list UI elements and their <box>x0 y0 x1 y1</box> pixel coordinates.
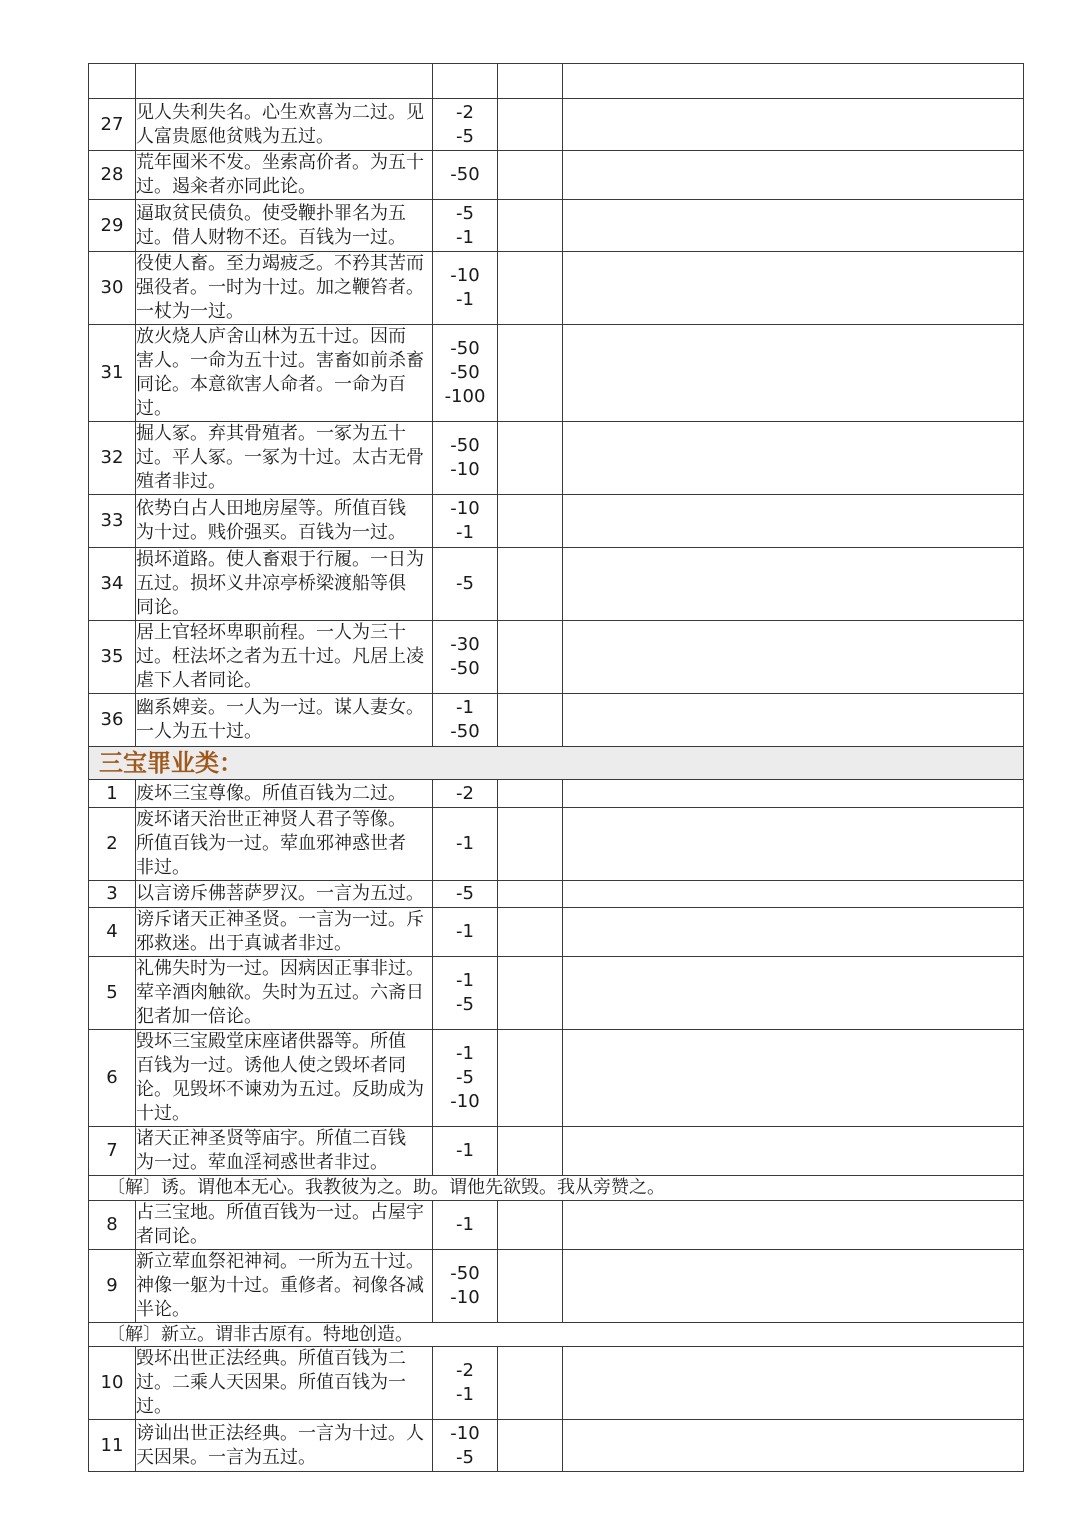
row-scores: -50 -10 <box>433 1250 498 1323</box>
row-text: 谤斥诸天正神圣贤。一言为一过。斥 邪救迷。出于真诚者非过。 <box>136 908 433 957</box>
table-row <box>89 1250 1024 1323</box>
annotation-note: 〔解〕新立。谓非古原有。特地创造。 <box>89 1323 1024 1347</box>
row-scores: -10 -5 <box>433 1420 498 1472</box>
table-row <box>89 1127 1024 1176</box>
empty-cell <box>498 694 563 747</box>
row-scores: -10 -1 <box>433 252 498 325</box>
empty-cell <box>498 881 563 908</box>
empty-cell <box>498 151 563 200</box>
row-number: 8 <box>89 1201 136 1250</box>
empty-cell <box>563 64 1024 99</box>
row-text: 毁坏出世正法经典。所值百钱为二 过。二乘人天因果。所值百钱为一 过。 <box>136 1347 433 1420</box>
row-number: 36 <box>89 694 136 747</box>
note-row <box>89 1176 1024 1201</box>
table-row <box>89 1347 1024 1420</box>
row-scores <box>433 64 498 99</box>
empty-cell <box>498 1347 563 1420</box>
empty-cell <box>563 1347 1024 1420</box>
row-number: 30 <box>89 252 136 325</box>
row-number: 34 <box>89 548 136 621</box>
table-row <box>89 64 1024 99</box>
table-row <box>89 621 1024 694</box>
annotation-note: 〔解〕诱。谓他本无心。我教彼为之。助。谓他先欲毁。我从旁赞之。 <box>89 1176 1024 1201</box>
row-text: 废坏诸天治世正神贤人君子等像。 所值百钱为一过。荤血邪神惑世者 非过。 <box>136 808 433 881</box>
empty-cell <box>498 780 563 808</box>
table-row <box>89 694 1024 747</box>
empty-cell <box>498 621 563 694</box>
table-row <box>89 1201 1024 1250</box>
row-scores: -5 -1 <box>433 200 498 252</box>
row-text: 毁坏三宝殿堂床座诸供器等。所值 百钱为一过。诱他人使之毁坏者同 论。见毁坏不谏劝为五过。反助成为 十过。 <box>136 1030 433 1127</box>
section-title: 三宝罪业类： <box>99 749 243 777</box>
empty-cell <box>563 1030 1024 1127</box>
row-number: 29 <box>89 200 136 252</box>
row-scores: -2 -1 <box>433 1347 498 1420</box>
empty-cell <box>563 495 1024 548</box>
row-scores: -5 <box>433 548 498 621</box>
empty-cell <box>563 808 1024 881</box>
row-number: 28 <box>89 151 136 200</box>
row-scores: -1 -5 -10 <box>433 1030 498 1127</box>
note-row <box>89 1323 1024 1347</box>
empty-cell <box>563 1127 1024 1176</box>
empty-cell <box>563 621 1024 694</box>
row-text: 居上官轻坏卑职前程。一人为三十 过。枉法坏之者为五十过。凡居上凌 虐下人者同论。 <box>136 621 433 694</box>
table-row <box>89 200 1024 252</box>
empty-cell <box>563 780 1024 808</box>
row-number: 32 <box>89 422 136 495</box>
row-scores: -1 <box>433 1201 498 1250</box>
row-text: 见人失利失名。心生欢喜为二过。见 人富贵愿他贫贱为五过。 <box>136 99 433 151</box>
table-row <box>89 908 1024 957</box>
table-row <box>89 780 1024 808</box>
empty-cell <box>498 957 563 1030</box>
empty-cell <box>498 1127 563 1176</box>
empty-cell <box>563 99 1024 151</box>
empty-cell <box>498 200 563 252</box>
row-text: 役使人畜。至力竭疲乏。不矜其苦而 强役者。一时为十过。加之鞭笞者。 一杖为一过。 <box>136 252 433 325</box>
row-text: 幽系婢妾。一人为一过。谋人妻女。 一人为五十过。 <box>136 694 433 747</box>
empty-cell <box>563 1250 1024 1323</box>
row-scores: -1 <box>433 808 498 881</box>
merit-demerit-table <box>88 63 1024 1472</box>
row-text: 损坏道路。使人畜艰于行履。一日为 五过。损坏义井凉亭桥梁渡船等俱 同论。 <box>136 548 433 621</box>
empty-cell <box>498 1030 563 1127</box>
empty-cell <box>498 1201 563 1250</box>
table-row <box>89 252 1024 325</box>
row-text: 谤讪出世正法经典。一言为十过。人 天因果。一言为五过。 <box>136 1420 433 1472</box>
empty-cell <box>498 548 563 621</box>
table-row <box>89 495 1024 548</box>
row-number: 9 <box>89 1250 136 1323</box>
row-text: 依势白占人田地房屋等。所值百钱 为十过。贱价强买。百钱为一过。 <box>136 495 433 548</box>
empty-cell <box>498 1250 563 1323</box>
empty-cell <box>563 548 1024 621</box>
table-row <box>89 1030 1024 1127</box>
row-text <box>136 64 433 99</box>
row-scores: -1 <box>433 908 498 957</box>
empty-cell <box>498 422 563 495</box>
table-row <box>89 548 1024 621</box>
row-number: 31 <box>89 325 136 422</box>
row-text: 掘人冢。弃其骨殖者。一冢为五十 过。平人冢。一冢为十过。太古无骨 殖者非过。 <box>136 422 433 495</box>
row-scores: -2 -5 <box>433 99 498 151</box>
row-scores: -50 -50 -100 <box>433 325 498 422</box>
empty-cell <box>563 200 1024 252</box>
empty-cell <box>563 881 1024 908</box>
row-text: 诸天正神圣贤等庙宇。所值二百钱 为一过。荤血淫祠惑世者非过。 <box>136 1127 433 1176</box>
table-row <box>89 808 1024 881</box>
row-number: 5 <box>89 957 136 1030</box>
table-row <box>89 881 1024 908</box>
row-number <box>89 64 136 99</box>
section-cell <box>89 747 1024 780</box>
row-scores: -2 <box>433 780 498 808</box>
row-text: 新立荤血祭祀神祠。一所为五十过。 神像一躯为十过。重修者。祠像各减 半论。 <box>136 1250 433 1323</box>
empty-cell <box>563 908 1024 957</box>
empty-cell <box>498 808 563 881</box>
row-number: 7 <box>89 1127 136 1176</box>
empty-cell <box>563 694 1024 747</box>
row-number: 11 <box>89 1420 136 1472</box>
empty-cell <box>563 1420 1024 1472</box>
empty-cell <box>563 325 1024 422</box>
row-number: 3 <box>89 881 136 908</box>
row-number: 6 <box>89 1030 136 1127</box>
row-number: 27 <box>89 99 136 151</box>
empty-cell <box>563 151 1024 200</box>
empty-cell <box>498 908 563 957</box>
row-number: 1 <box>89 780 136 808</box>
row-scores: -5 <box>433 881 498 908</box>
row-text: 荒年囤米不发。坐索高价者。为五十 过。遏籴者亦同此论。 <box>136 151 433 200</box>
row-scores: -1 <box>433 1127 498 1176</box>
row-text: 放火烧人庐舍山林为五十过。因而 害人。一命为五十过。害畜如前杀畜 同论。本意欲害人命者。一命为百 过。 <box>136 325 433 422</box>
table-row <box>89 325 1024 422</box>
row-text: 礼佛失时为一过。因病因正事非过。 荤辛酒肉触欲。失时为五过。六斋日 犯者加一倍论。 <box>136 957 433 1030</box>
row-scores: -50 <box>433 151 498 200</box>
row-number: 10 <box>89 1347 136 1420</box>
row-number: 2 <box>89 808 136 881</box>
row-text: 以言谤斥佛菩萨罗汉。一言为五过。 <box>136 881 433 908</box>
table-row <box>89 422 1024 495</box>
empty-cell <box>498 325 563 422</box>
row-scores: -50 -10 <box>433 422 498 495</box>
row-text: 废坏三宝尊像。所值百钱为二过。 <box>136 780 433 808</box>
empty-cell <box>498 99 563 151</box>
row-text: 逼取贫民债负。使受鞭扑罪名为五 过。借人财物不还。百钱为一过。 <box>136 200 433 252</box>
row-number: 33 <box>89 495 136 548</box>
table-row <box>89 957 1024 1030</box>
row-number: 35 <box>89 621 136 694</box>
empty-cell <box>498 252 563 325</box>
empty-cell <box>498 1420 563 1472</box>
row-scores: -30 -50 <box>433 621 498 694</box>
empty-cell <box>498 64 563 99</box>
row-text: 占三宝地。所值百钱为一过。占屋宇 者同论。 <box>136 1201 433 1250</box>
empty-cell <box>563 422 1024 495</box>
empty-cell <box>563 1201 1024 1250</box>
row-scores: -1 -50 <box>433 694 498 747</box>
section-header-row <box>89 747 1024 780</box>
row-scores: -1 -5 <box>433 957 498 1030</box>
row-scores: -10 -1 <box>433 495 498 548</box>
row-number: 4 <box>89 908 136 957</box>
empty-cell <box>563 957 1024 1030</box>
table-row <box>89 151 1024 200</box>
table-row <box>89 1420 1024 1472</box>
empty-cell <box>498 495 563 548</box>
empty-cell <box>563 252 1024 325</box>
table-row <box>89 99 1024 151</box>
